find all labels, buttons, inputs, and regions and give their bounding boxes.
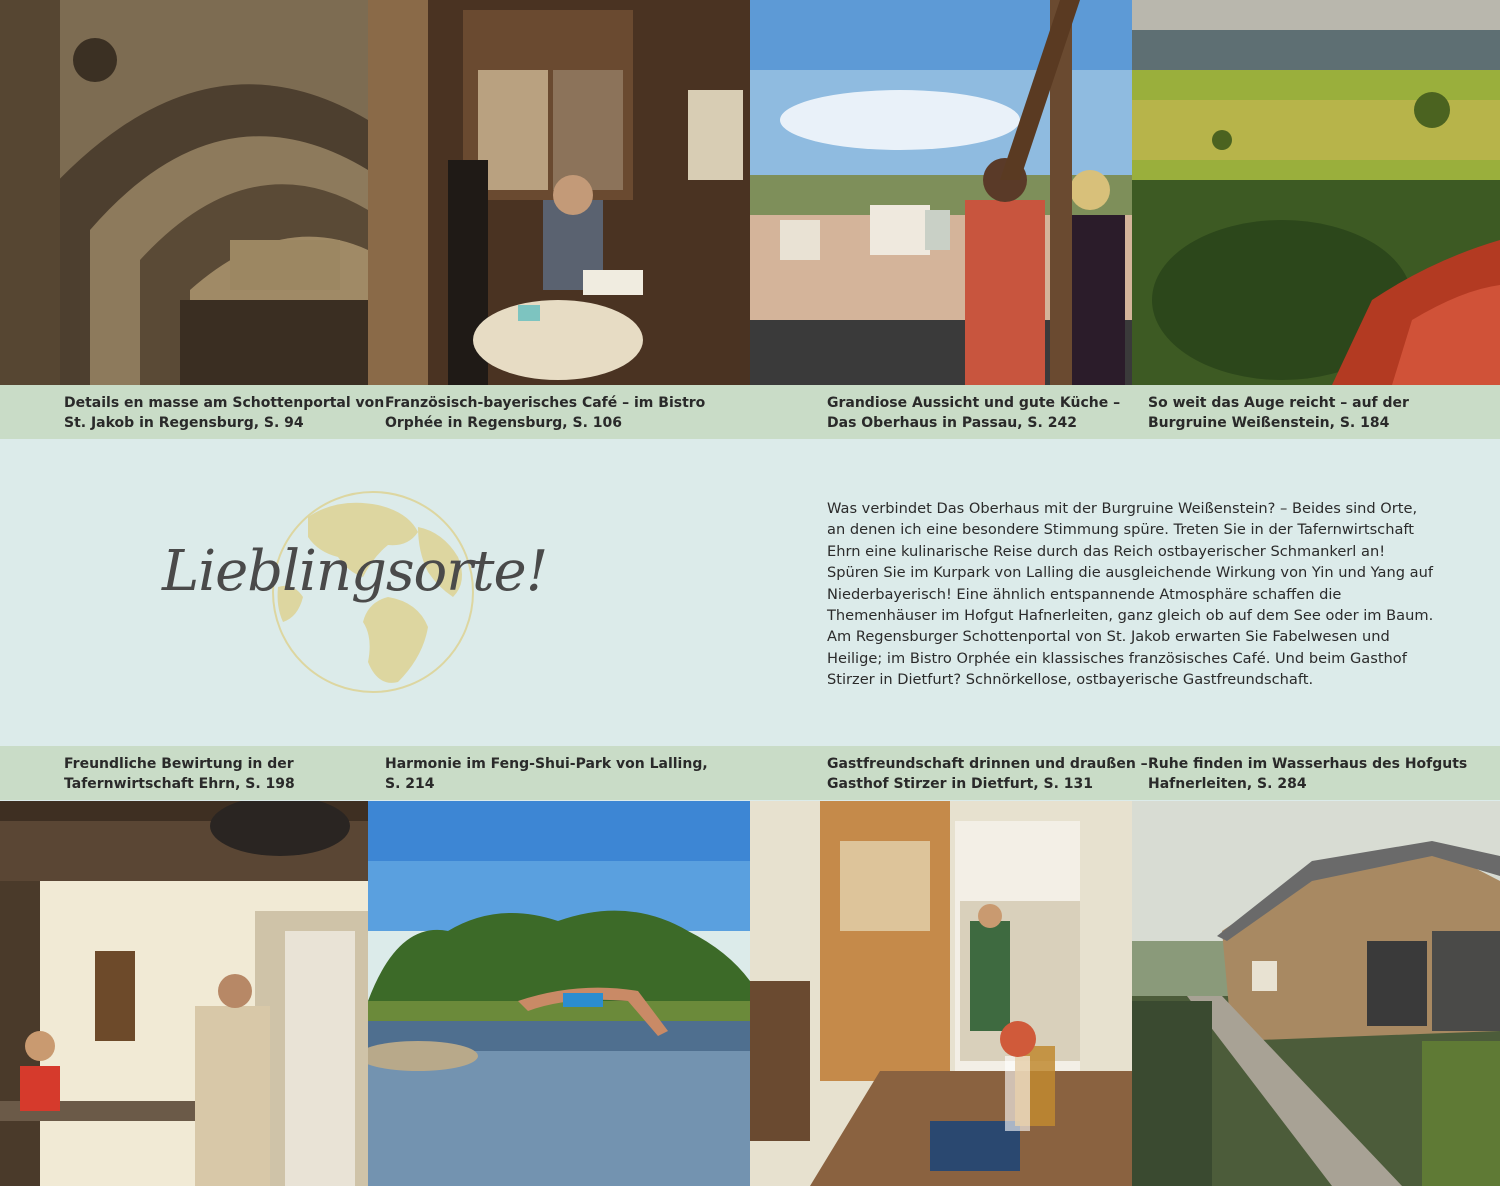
top-photo-row xyxy=(0,0,1500,385)
bottom-photo-row xyxy=(0,801,1500,1186)
bottom-caption-band xyxy=(0,746,1500,800)
photo-hofgut-hafnerleiten xyxy=(1132,801,1500,1186)
caption-gasthof-stirzer: Gastfreundschaft drinnen und draußen – Gasthof Stirzer in Dietfurt, S. 131 xyxy=(827,756,1148,792)
photo-tafernwirtschaft-ehrn xyxy=(0,801,368,1186)
caption-hofgut-hafnerleiten: Ruhe finden im Wasserhaus des Hofguts Hafnerleiten, S. 284 xyxy=(1148,756,1468,792)
caption-feng-shui-park: Harmonie im Feng-Shui-Park von Lalling, S. 214 xyxy=(385,756,708,792)
caption-schottenportal: Details en masse am Schottenportal von St. Jakob in Regensburg, S. 94 xyxy=(64,395,385,431)
caption-weissenstein: So weit das Auge reicht – auf der Burgruine Weißenstein, S. 184 xyxy=(1148,395,1409,431)
page-title: Lieblingsorte! xyxy=(162,539,548,604)
top-caption-band xyxy=(0,385,1500,439)
photo-feng-shui-park xyxy=(368,801,750,1186)
photo-bistro-orphee xyxy=(368,0,750,385)
caption-tafernwirtschaft-ehrn: Freundliche Bewirtung in der Tafernwirtschaft Ehrn, S. 198 xyxy=(64,756,295,792)
caption-bistro-orphee: Französisch-bayerisches Café – im Bistro Orphée in Regensburg, S. 106 xyxy=(385,395,706,431)
caption-oberhaus: Grandiose Aussicht und gute Küche – Das Oberhaus in Passau, S. 242 xyxy=(827,395,1121,431)
intro-paragraph: Was verbindet Das Oberhaus mit der Burgruine Weißenstein? – Beides sind Orte, an denen ich eine besondere Stimmung spüre. Treten Sie in der Tafernwirtschaft Ehrn eine kulinarische Reise durch das Reich ostbayerischer Schmankerl an! Spüren Sie im Kurpark von Lalling die ausgleichende Wirkung von Yin und Yang auf Niederbayerisch! Eine ähnlich entspannende Atmosphäre schaffen die Themenhäuser im Hofgut Hafnerleiten, ganz gleich ob auf dem See oder im Baum. Am Regensburger Schottenportal von St. Jakob erwarten Sie Fabelwesen und Heilige; im Bistro Orphée ein klassisches französisches Café. Und beim Gasthof Stirzer in Dietfurt? Schnörkellose, ostbayerische Gastfreundschaft. xyxy=(827,500,1434,689)
photo-oberhaus-passau xyxy=(750,0,1132,385)
photo-gasthof-stirzer xyxy=(750,801,1132,1186)
intro-section xyxy=(0,439,1500,746)
photo-schottenportal xyxy=(0,0,368,385)
photo-burgruine-weissenstein xyxy=(1132,0,1500,385)
